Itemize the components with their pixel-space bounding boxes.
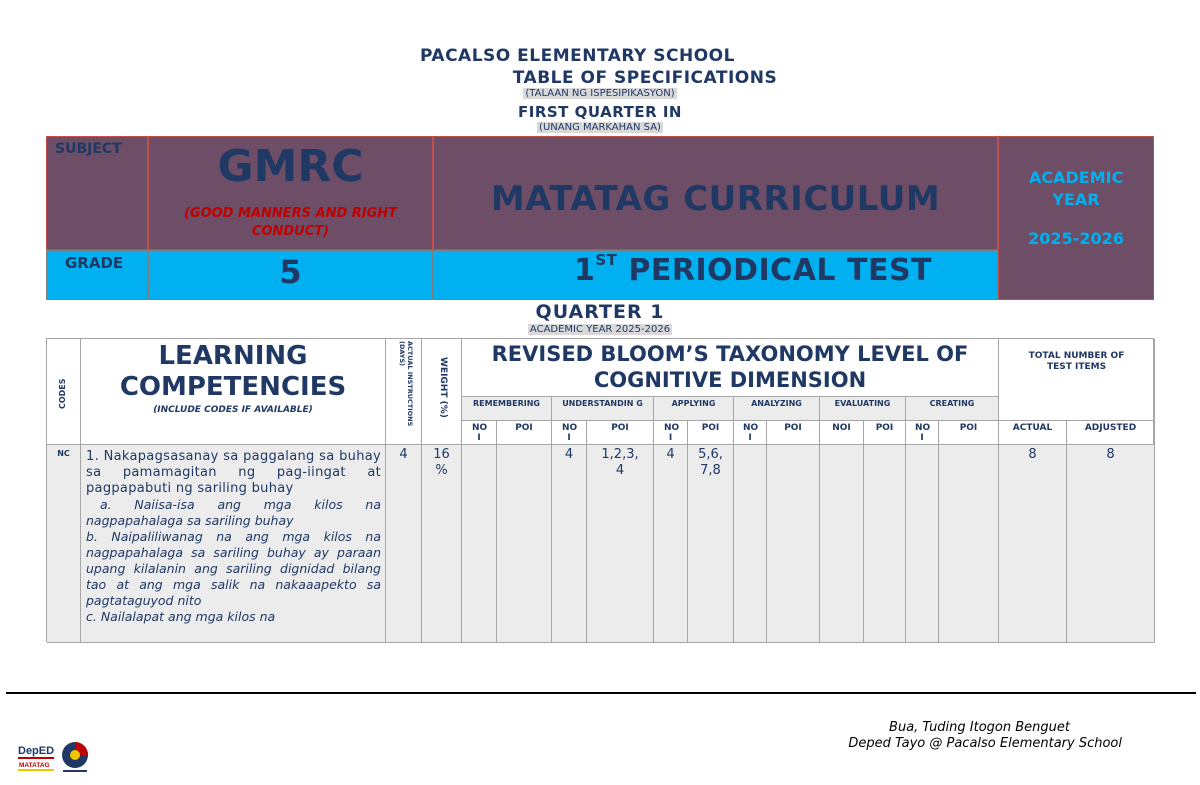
- footer-tagline: Deped Tayo @ Pacalso Elementary School: [848, 736, 1122, 751]
- understanding-noi-header: NO I: [552, 421, 587, 445]
- bloom-title: REVISED BLOOM’S TAXONOMY LEVEL OF COGNITIVE DIMENSION: [491, 342, 969, 392]
- und-poi: 1,2,3, 4: [601, 447, 639, 478]
- applying-noi-header: NO I: [654, 421, 688, 445]
- row-weight: 16 %: [433, 447, 450, 478]
- level-understanding: UNDERSTANDIN G: [552, 397, 654, 421]
- analyzing-noi-header: NO I: [734, 421, 767, 445]
- adjusted-header: ADJUSTED: [1067, 421, 1155, 445]
- weight-header-cell: [422, 339, 462, 445]
- academic-year-value: 2025-2026: [1028, 229, 1124, 248]
- ana-poi-cell: [767, 445, 820, 643]
- remembering-noi-header: NO I: [462, 421, 497, 445]
- document-title-filipino: (TALAAN NG ISPESIPIKASYON): [525, 88, 675, 99]
- row-competency-cell: [81, 445, 386, 643]
- evaluating-poi-header: POI: [864, 421, 906, 445]
- app-noi-cell: [654, 445, 688, 643]
- grade-cell: [148, 250, 433, 300]
- subject-full-name: (GOOD MANNERS AND RIGHT CONDUCT): [183, 206, 398, 239]
- deped-logo-text: DepED: [18, 745, 55, 757]
- row-code: NC: [57, 449, 70, 458]
- school-name: PACALSO ELEMENTARY SCHOOL: [420, 46, 735, 66]
- specifications-table: [46, 338, 1154, 642]
- rem-poi-cell: [497, 445, 552, 643]
- row-weight-cell: [422, 445, 462, 643]
- quarter-title-filipino: (UNANG MARKAHAN SA): [539, 122, 661, 133]
- cre-noi-cell: [906, 445, 939, 643]
- actual-header: ACTUAL: [999, 421, 1067, 445]
- remembering-poi-header: POI: [497, 421, 552, 445]
- rem-noi-cell: [462, 445, 497, 643]
- level-applying: APPLYING: [654, 397, 734, 421]
- deped-matatag-logo: [16, 740, 56, 772]
- subject-cell: [148, 136, 433, 250]
- matatag-logo-text: MATATAG: [19, 762, 50, 769]
- test-title-cell: [433, 250, 998, 300]
- adjusted-cell: [1067, 445, 1155, 643]
- actual-cell: [999, 445, 1067, 643]
- competency-sub-b: b. Naipaliliwanag na ang mga kilos na nagpapahalaga sa sariling buhay ay paraan upang kilalanin ang sariling dignidad bilang tao at ang mga salik na nakaaapekto sa pagtataguyod nito: [86, 529, 381, 608]
- bloom-header-cell: [462, 339, 999, 397]
- codes-header-cell: [47, 339, 81, 445]
- test-title: 1ST PERIODICAL TEST: [574, 251, 933, 288]
- subject-label-cell: [46, 136, 148, 250]
- document-title: TABLE OF SPECIFICATIONS: [512, 68, 778, 88]
- competency-sub-c: c. Nailalapat ang mga kilos na: [86, 609, 276, 624]
- competencies-header-cell: [81, 339, 386, 445]
- analyzing-poi-header: POI: [767, 421, 820, 445]
- total-title: TOTAL NUMBER OF TEST ITEMS: [1028, 351, 1125, 372]
- level-remembering: REMEMBERING: [462, 397, 552, 421]
- curriculum-title: MATATAG CURRICULUM: [490, 179, 941, 219]
- days-header-cell: [386, 339, 422, 445]
- subject-name: GMRC: [217, 141, 364, 192]
- competencies-subtitle: (INCLUDE CODES IF AVAILABLE): [153, 405, 313, 415]
- level-creating: CREATING: [906, 397, 999, 421]
- und-noi: 4: [564, 447, 574, 462]
- ana-noi-cell: [734, 445, 767, 643]
- footer-divider: [6, 692, 1196, 694]
- quarter-heading: QUARTER 1: [535, 301, 665, 323]
- grade-value: 5: [279, 253, 302, 291]
- weight-header: WEIGHT (%): [438, 357, 448, 418]
- total-header-cell: [999, 339, 1155, 421]
- creating-noi-header: NO I: [906, 421, 939, 445]
- cre-poi-cell: [939, 445, 999, 643]
- bagong-pilipinas-logo: [58, 740, 92, 774]
- adjusted-value: 8: [1106, 447, 1115, 462]
- codes-header: CODES: [58, 378, 67, 409]
- app-poi-cell: [688, 445, 734, 643]
- level-evaluating: EVALUATING: [820, 397, 906, 421]
- evaluating-noi-header: NOI: [820, 421, 864, 445]
- academic-year-cell: [998, 136, 1154, 300]
- und-noi-cell: [552, 445, 587, 643]
- academic-year-heading: ACADEMIC YEAR 2025-2026: [529, 324, 671, 335]
- app-noi: 4: [666, 447, 675, 462]
- row-days-cell: [386, 445, 422, 643]
- grade-label-cell: [46, 250, 148, 300]
- subject-label: SUBJECT: [55, 141, 122, 157]
- footer-address: Bua, Tuding Itogon Benguet: [889, 720, 1070, 735]
- row-days: 4: [399, 447, 408, 462]
- und-poi-cell: [587, 445, 654, 643]
- competency-main: 1. Nakapagsasanay sa paggalang sa buhay sa pamamagitan ng pag-iingat at pagpapabuti ng sariling buhay: [86, 449, 381, 496]
- app-poi: 5,6, 7,8: [698, 447, 723, 478]
- days-header: ACTUAL INSTRUCTIONS (DAYS): [398, 341, 414, 427]
- competency-text: [86, 449, 381, 625]
- competency-sub-a: a. Naiisa-isa ang mga kilos na nagpapahalaga sa sariling buhay: [86, 497, 381, 528]
- grade-label: GRADE: [65, 254, 124, 272]
- creating-poi-header: POI: [939, 421, 999, 445]
- eva-noi-cell: [820, 445, 864, 643]
- row-code-cell: [47, 445, 81, 643]
- curriculum-cell: [433, 136, 998, 250]
- level-analyzing: ANALYZING: [734, 397, 820, 421]
- eva-poi-cell: [864, 445, 906, 643]
- competencies-title: LEARNING COMPETENCIES: [119, 341, 347, 402]
- applying-poi-header: POI: [688, 421, 734, 445]
- actual-value: 8: [1028, 447, 1037, 462]
- academic-year-label: ACADEMIC YEAR: [1029, 168, 1124, 209]
- understanding-poi-header: POI: [587, 421, 654, 445]
- quarter-title: FIRST QUARTER IN: [518, 103, 682, 121]
